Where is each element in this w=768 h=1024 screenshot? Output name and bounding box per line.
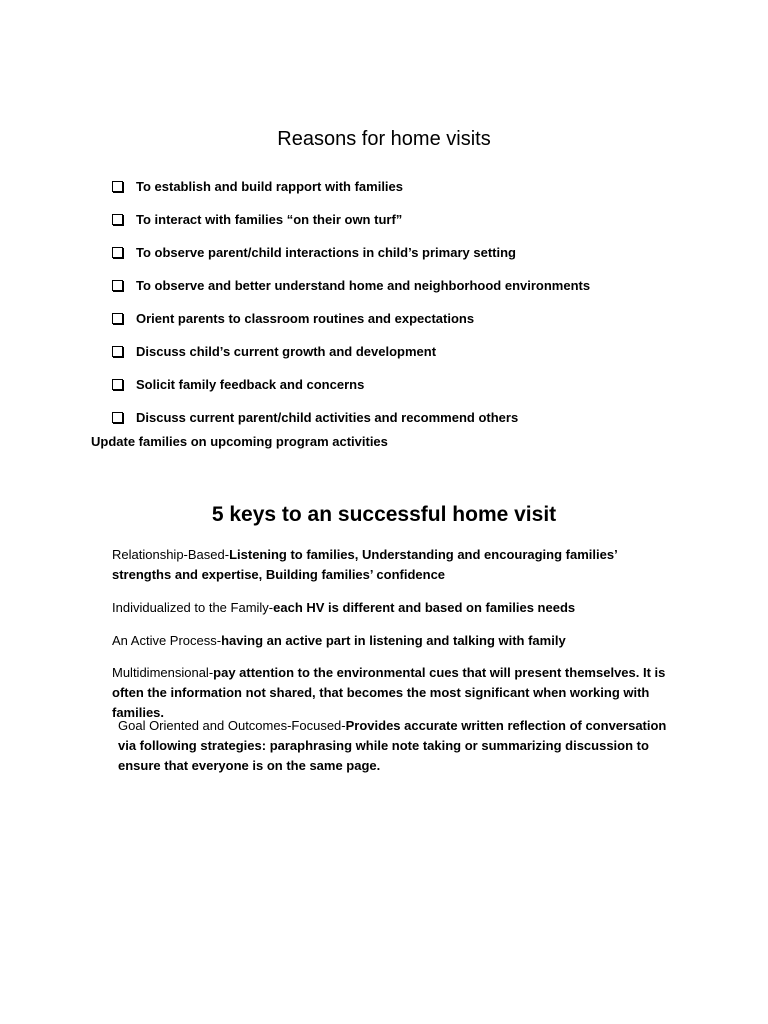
section-title-keys: 5 keys to an successful home visit — [211, 503, 557, 526]
checkbox-icon — [112, 280, 123, 291]
checklist-item — [112, 203, 590, 236]
checklist-item — [112, 302, 590, 335]
checkbox-icon — [112, 313, 123, 324]
checklist-item — [112, 335, 590, 368]
checkbox-icon — [112, 181, 123, 192]
checkbox-icon — [112, 214, 123, 225]
checklist-item-text: Discuss child’s current growth and development — [136, 344, 437, 359]
key-name: Goal Oriented and Outcomes-Focused- — [118, 718, 346, 733]
checklist-item-text: To observe parent/child interactions in child’s primary setting — [136, 245, 516, 260]
key-name: Relationship-Based- — [112, 547, 230, 562]
key-description: each HV is different and based on families needs — [273, 600, 576, 615]
checkbox-icon — [112, 247, 123, 258]
checklist-item-text: To observe and better understand home and neighborhood environments — [136, 278, 591, 293]
key-description: pay attention to the environmental cues that will present themselves. It is often the information not shared, that becomes the most significant when working with families. — [112, 665, 666, 720]
checklist-item — [112, 368, 590, 401]
checkbox-icon — [112, 412, 123, 423]
key-paragraph — [112, 631, 672, 651]
checklist-item — [112, 236, 590, 269]
key-name: An Active Process- — [112, 633, 222, 648]
key-paragraph — [112, 663, 687, 723]
key-name: Individualized to the Family- — [112, 600, 274, 615]
reasons-checklist — [112, 170, 590, 434]
checklist-item — [112, 269, 590, 302]
key-description: Listening to families, Understanding and encouraging families’ strengths and expertise, Building families’ confidence — [112, 547, 617, 582]
key-description: Provides accurate written reflection of conversation via following strategies: paraphrasing while note taking or summarizing discussion to ensure that everyone is on the same page. — [118, 718, 667, 773]
key-description: having an active part in listening and talking with family — [221, 633, 566, 648]
key-paragraph — [118, 716, 678, 776]
section-title-reasons: Reasons for home visits — [277, 128, 491, 150]
checklist-item — [112, 170, 590, 203]
checkbox-icon — [112, 379, 123, 390]
checklist-item-text: Orient parents to classroom routines and expectations — [136, 311, 475, 326]
key-name: Multidimensional- — [112, 665, 214, 680]
checkbox-icon — [112, 346, 123, 357]
checklist-item-text: To interact with families “on their own turf” — [136, 212, 403, 227]
key-paragraph — [112, 545, 672, 585]
checklist-item-text: Discuss current parent/child activities and recommend others — [136, 410, 519, 425]
plain-reason-line: Update families on upcoming program activities — [91, 434, 388, 449]
checklist-item-text: Solicit family feedback and concerns — [136, 377, 365, 392]
checklist-item-text: To establish and build rapport with families — [136, 179, 404, 194]
key-paragraph — [112, 598, 672, 618]
checklist-item — [112, 401, 590, 434]
